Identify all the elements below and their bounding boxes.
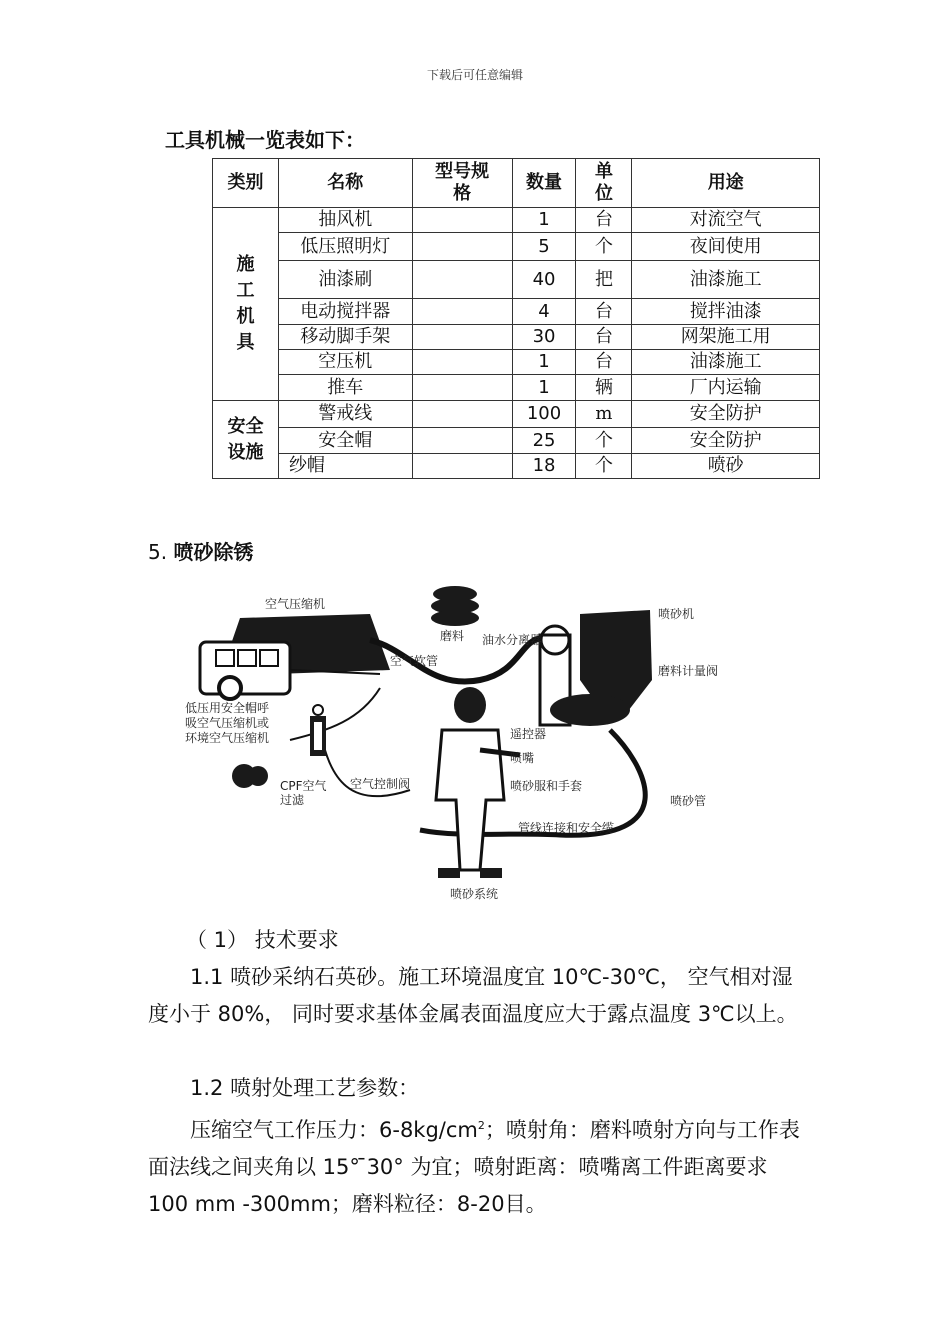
cell-unit: 台 bbox=[576, 350, 632, 375]
label-nozzle: 喷嘴 bbox=[510, 751, 535, 765]
cell-spec bbox=[412, 401, 512, 428]
paragraph-1-2: 1.2 喷射处理工艺参数： bbox=[190, 1076, 420, 1100]
cell-spec bbox=[412, 261, 512, 299]
section-heading: 5. 喷砂除锈 bbox=[148, 540, 254, 564]
cell-use: 喷砂 bbox=[632, 454, 820, 479]
label-metering: 磨料计量阀 bbox=[658, 664, 719, 678]
subheading-tech-requirements: （ 1） 技术要求 bbox=[186, 928, 339, 952]
cell-unit: 台 bbox=[576, 299, 632, 325]
cell-name: 电动搅拌器 bbox=[278, 299, 412, 325]
col-header-spec: 型号规格 bbox=[412, 159, 512, 208]
cell-unit: 把 bbox=[576, 261, 632, 299]
label-helmet-3: 环境空气压缩机 bbox=[185, 731, 270, 745]
category-construction: 施工机具 bbox=[213, 208, 279, 401]
cell-spec bbox=[412, 299, 512, 325]
label-helmet-1: 低压用安全帽呼 bbox=[185, 701, 270, 715]
cell-use: 安全防护 bbox=[632, 428, 820, 454]
cell-use: 夜间使用 bbox=[632, 233, 820, 261]
cell-spec bbox=[412, 428, 512, 454]
diagram-caption: 喷砂系统 bbox=[450, 887, 499, 901]
cell-qty: 1 bbox=[512, 208, 576, 233]
cell-qty: 40 bbox=[512, 261, 576, 299]
cell-name: 安全帽 bbox=[278, 428, 412, 454]
col-header-qty: 数量 bbox=[512, 159, 576, 208]
cell-unit: 个 bbox=[576, 428, 632, 454]
cell-spec bbox=[412, 375, 512, 401]
label-compressor: 空气压缩机 bbox=[265, 597, 326, 611]
table-row bbox=[213, 261, 820, 299]
cell-unit: 个 bbox=[576, 233, 632, 261]
cell-use: 对流空气 bbox=[632, 208, 820, 233]
cell-name: 低压照明灯 bbox=[278, 233, 412, 261]
paragraph-1-1: 1.1 喷砂采纳石英砂。施工环境温度宜 10℃-30℃， 空气相对湿度小于 80%， 同时要求基体金属表面温度应大于露点温度 3℃以上。 bbox=[148, 965, 798, 1026]
cell-qty: 1 bbox=[512, 350, 576, 375]
cell-qty: 4 bbox=[512, 299, 576, 325]
label-remote: 遥控器 bbox=[510, 727, 547, 741]
cell-qty: 1 bbox=[512, 375, 576, 401]
cell-use: 厂内运输 bbox=[632, 375, 820, 401]
table-title: 工具机械一览表如下： bbox=[165, 128, 365, 152]
table-row bbox=[213, 208, 820, 233]
operator-illustration bbox=[436, 687, 520, 878]
cell-unit: 台 bbox=[576, 208, 632, 233]
equipment-table bbox=[212, 158, 820, 479]
cell-name: 抽风机 bbox=[278, 208, 412, 233]
air-compressor-illustration bbox=[200, 614, 390, 699]
cell-unit: 个 bbox=[576, 454, 632, 479]
label-cpf-2: 过滤 bbox=[280, 793, 305, 807]
col-header-name: 名称 bbox=[278, 159, 412, 208]
table-row bbox=[213, 299, 820, 325]
cell-name: 纱帽 bbox=[278, 454, 412, 479]
cell-spec bbox=[412, 454, 512, 479]
cpf-filter-illustration bbox=[310, 705, 326, 756]
label-cpf-1: CPF空气 bbox=[280, 779, 327, 793]
cell-spec bbox=[412, 233, 512, 261]
label-separator: 油水分离器 bbox=[482, 633, 543, 647]
sandblasting-system-diagram bbox=[180, 580, 740, 910]
cell-use: 安全防护 bbox=[632, 401, 820, 428]
cell-name: 推车 bbox=[278, 375, 412, 401]
table-row bbox=[213, 454, 820, 479]
table-row bbox=[213, 350, 820, 375]
blast-machine-illustration bbox=[540, 610, 652, 726]
label-coupling: 管线连接和安全缆 bbox=[518, 821, 615, 835]
air-control-motor-illustration bbox=[232, 764, 268, 788]
label-helmet-2: 吸空气压缩机或 bbox=[185, 716, 270, 730]
cell-qty: 25 bbox=[512, 428, 576, 454]
label-suit: 喷砂服和手套 bbox=[510, 779, 583, 793]
cell-name: 警戒线 bbox=[278, 401, 412, 428]
cell-spec bbox=[412, 325, 512, 350]
paragraph-parameters: 压缩空气工作压力：$6-8kg/cm^2$；喷射角：磨料喷射方向与工作表面法线之间夹角以 15° ̄30° 为宜；喷射距离：喷嘴离工件距离要求 100 mm -300mm；磨料粒径：8-20目。 bbox=[148, 1118, 800, 1216]
label-abrasive: 磨料 bbox=[440, 629, 465, 643]
label-air-hose: 空气软管 bbox=[390, 654, 439, 668]
label-air-valve: 空气控制阀 bbox=[350, 777, 411, 791]
cell-spec bbox=[412, 350, 512, 375]
cell-spec bbox=[412, 208, 512, 233]
table-row bbox=[213, 325, 820, 350]
cell-qty: 100 bbox=[512, 401, 576, 428]
col-header-unit: 单位 bbox=[576, 159, 632, 208]
category-safety: 安全设施 bbox=[213, 401, 279, 479]
cell-qty: 30 bbox=[512, 325, 576, 350]
cell-use: 油漆施工 bbox=[632, 350, 820, 375]
table-row bbox=[213, 233, 820, 261]
col-header-use: 用途 bbox=[632, 159, 820, 208]
label-blast-hose: 喷砂管 bbox=[670, 794, 707, 808]
cell-unit: m bbox=[576, 401, 632, 428]
cell-name: 空压机 bbox=[278, 350, 412, 375]
cell-unit: 台 bbox=[576, 325, 632, 350]
cell-qty: 18 bbox=[512, 454, 576, 479]
cell-unit: 辆 bbox=[576, 375, 632, 401]
table-row bbox=[213, 401, 820, 428]
cell-use: 油漆施工 bbox=[632, 261, 820, 299]
cell-qty: 5 bbox=[512, 233, 576, 261]
abrasive-bags-illustration bbox=[431, 586, 479, 626]
cell-use: 搅拌油漆 bbox=[632, 299, 820, 325]
cell-name: 油漆刷 bbox=[278, 261, 412, 299]
page-header: 下载后可任意编辑 bbox=[426, 68, 523, 82]
cell-name: 移动脚手架 bbox=[278, 325, 412, 350]
table-header-row bbox=[213, 159, 820, 208]
cell-use: 网架施工用 bbox=[632, 325, 820, 350]
table-row bbox=[213, 428, 820, 454]
table-row bbox=[213, 375, 820, 401]
col-header-category: 类别 bbox=[213, 159, 279, 208]
label-blaster: 喷砂机 bbox=[658, 607, 695, 621]
